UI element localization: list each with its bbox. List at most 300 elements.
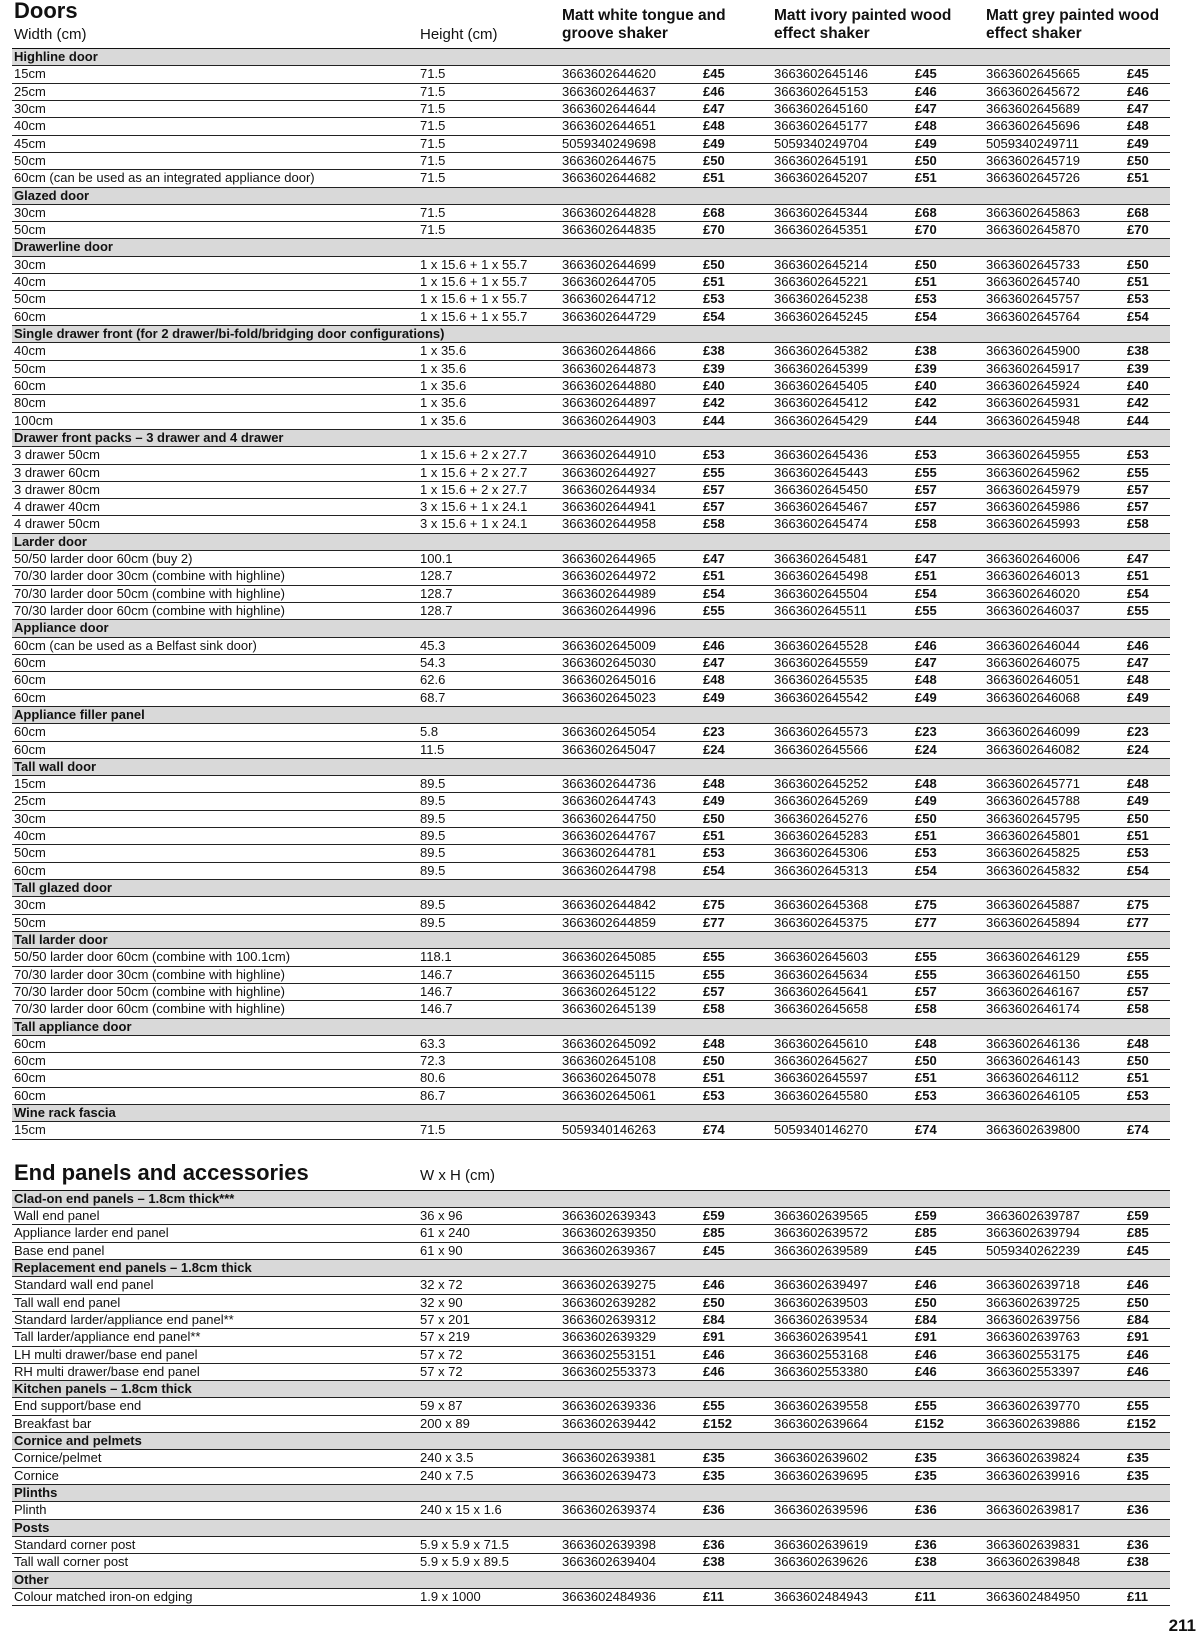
table-row	[12, 1053, 1170, 1070]
section-heading	[12, 430, 1170, 447]
item-name: 50cm	[14, 845, 46, 861]
price-white: £40	[703, 377, 725, 393]
table-row	[12, 222, 1170, 239]
item-size: 89.5	[420, 897, 446, 913]
price-white: £55	[703, 966, 725, 982]
code-ivory: 3663602639541	[774, 1329, 868, 1345]
price-white: £68	[703, 204, 725, 220]
price-grey: £23	[1127, 724, 1149, 740]
item-name: 60cm (can be used as a Belfast sink door)	[14, 637, 257, 653]
item-size: 5.8	[420, 724, 439, 740]
price-grey: £35	[1127, 1450, 1149, 1466]
price-ivory: £57	[915, 481, 937, 497]
code-ivory: 3663602645252	[774, 776, 868, 792]
item-name: 70/30 larder door 60cm (combine with highline)	[14, 603, 285, 618]
code-ivory: 3663602645368	[774, 897, 868, 913]
item-name: Tall wall corner post	[14, 1554, 129, 1570]
section-title: Kitchen panels – 1.8cm thick	[14, 1381, 192, 1397]
code-grey: 3663602646129	[986, 949, 1080, 965]
price-ivory: £50	[915, 1294, 937, 1310]
price-ivory: £50	[915, 256, 937, 272]
width-column-label: Width (cm)	[14, 26, 87, 43]
price-grey: £36	[1127, 1536, 1149, 1552]
item-size: 89.5	[420, 828, 446, 844]
section-heading	[12, 707, 1170, 724]
price-grey: £55	[1127, 464, 1149, 480]
code-ivory: 3663602553380	[774, 1363, 868, 1379]
item-size: 1 x 15.6 + 1 x 55.7	[420, 308, 528, 324]
item-size: 128.7	[420, 568, 453, 584]
price-grey: £75	[1127, 897, 1149, 913]
section-heading	[12, 1019, 1170, 1036]
code-ivory: 3663602639602	[774, 1450, 868, 1466]
code-ivory: 3663602639534	[774, 1311, 868, 1327]
item-name: 60cm	[14, 654, 46, 670]
table-row	[12, 655, 1170, 672]
item-size: 128.7	[420, 603, 453, 618]
item-name: 25cm	[14, 83, 46, 99]
table-row	[12, 672, 1170, 689]
item-size: 240 x 7.5	[420, 1467, 474, 1483]
code-grey: 3663602646143	[986, 1053, 1080, 1069]
item-name: 50cm	[14, 291, 46, 307]
code-ivory: 3663602639589	[774, 1242, 868, 1258]
code-white: 3663602644996	[562, 603, 656, 618]
price-white: £91	[703, 1329, 725, 1345]
item-name: 80cm	[14, 395, 46, 411]
item-name: Cornice/pelmet	[14, 1450, 102, 1466]
section-title: Appliance door	[14, 620, 109, 636]
code-ivory: 3663602639497	[774, 1277, 868, 1293]
price-white: £84	[703, 1311, 725, 1327]
price-grey: £68	[1127, 204, 1149, 220]
price-grey: £53	[1127, 845, 1149, 861]
code-white: 3663602644941	[562, 499, 656, 515]
price-grey: £39	[1127, 360, 1149, 376]
item-name: Standard corner post	[14, 1536, 136, 1552]
price-white: £39	[703, 360, 725, 376]
table-row	[12, 1329, 1170, 1346]
code-ivory: 3663602639695	[774, 1467, 868, 1483]
code-ivory: 3663602645528	[774, 637, 868, 653]
end-panels-title: End panels and accessories	[14, 1159, 309, 1185]
doors-title: Doors	[14, 0, 78, 23]
section-heading	[12, 880, 1170, 897]
code-white: 3663602644903	[562, 412, 656, 428]
price-ivory: £57	[915, 983, 937, 999]
code-grey: 3663602645825	[986, 845, 1080, 861]
price-ivory: £55	[915, 464, 937, 480]
section-title: Cornice and pelmets	[14, 1433, 142, 1449]
code-ivory: 3663602645351	[774, 222, 868, 238]
column-header-grey: Matt grey painted wood effect shaker	[986, 7, 1160, 42]
item-name: 60cm	[14, 672, 46, 688]
item-size: 89.5	[420, 845, 446, 861]
price-white: £38	[703, 1554, 725, 1570]
price-ivory: £68	[915, 204, 937, 220]
price-white: £48	[703, 1035, 725, 1051]
price-white: £46	[703, 1346, 725, 1362]
item-name: Colour matched iron-on edging	[14, 1588, 193, 1604]
price-white: £46	[703, 1277, 725, 1293]
price-grey: £74	[1127, 1122, 1149, 1138]
code-white: 3663602644743	[562, 793, 656, 809]
section-title: Posts	[14, 1519, 50, 1535]
section-heading	[12, 1381, 1170, 1398]
code-white: 3663602639275	[562, 1277, 656, 1293]
price-white: £70	[703, 222, 725, 238]
section-heading	[12, 1485, 1170, 1502]
code-grey: 5059340249711	[986, 135, 1080, 151]
item-name: 40cm	[14, 118, 46, 134]
price-white: £57	[703, 499, 725, 515]
code-white: 3663602639282	[562, 1294, 656, 1310]
price-ivory: £47	[915, 654, 937, 670]
item-size: 89.5	[420, 914, 446, 930]
price-grey: £46	[1127, 1277, 1149, 1293]
item-name: 30cm	[14, 897, 46, 913]
code-ivory: 3663602639503	[774, 1294, 868, 1310]
table-row	[12, 482, 1170, 499]
item-size: 71.5	[420, 83, 446, 99]
price-white: £48	[703, 672, 725, 688]
code-ivory: 3663602645382	[774, 343, 868, 359]
price-white: £49	[703, 793, 725, 809]
table-row	[12, 603, 1170, 620]
price-white: £47	[703, 100, 725, 116]
code-white: 3663602639312	[562, 1311, 656, 1327]
price-ivory: £47	[915, 551, 937, 567]
price-white: £35	[703, 1467, 725, 1483]
table-row	[12, 967, 1170, 984]
section-title: Highline door	[14, 49, 98, 64]
price-ivory: £50	[915, 152, 937, 168]
code-ivory: 3663602645399	[774, 360, 868, 376]
price-white: £74	[703, 1122, 725, 1138]
price-grey: £55	[1127, 1398, 1149, 1414]
price-ivory: £53	[915, 447, 937, 463]
code-white: 3663602645009	[562, 637, 656, 653]
price-ivory: £51	[915, 828, 937, 844]
price-white: £57	[703, 983, 725, 999]
code-grey: 3663602646099	[986, 724, 1080, 740]
item-name: 60cm	[14, 1035, 46, 1051]
section-heading	[12, 239, 1170, 256]
item-size: 100.1	[420, 551, 453, 567]
code-ivory: 3663602639596	[774, 1502, 868, 1518]
end-panels-table	[12, 1191, 1170, 1607]
item-name: 60cm	[14, 862, 46, 878]
price-white: £55	[703, 949, 725, 965]
code-grey: 3663602639787	[986, 1208, 1080, 1223]
price-ivory: £38	[915, 1554, 937, 1570]
item-name: 100cm	[14, 412, 54, 428]
table-row	[12, 638, 1170, 655]
table-row	[12, 84, 1170, 101]
table-row	[12, 395, 1170, 412]
code-grey: 3663602645979	[986, 481, 1080, 497]
item-name: Standard larder/appliance end panel**	[14, 1311, 234, 1327]
item-size: 61 x 90	[420, 1242, 463, 1258]
code-ivory: 3663602553168	[774, 1346, 868, 1362]
table-row	[12, 1277, 1170, 1294]
item-name: 70/30 larder door 60cm (combine with highline)	[14, 1001, 285, 1017]
item-name: 50cm	[14, 360, 46, 376]
table-row	[12, 1468, 1170, 1485]
code-grey: 3663602645900	[986, 343, 1080, 359]
code-white: 3663602644842	[562, 897, 656, 913]
item-name: RH multi drawer/base end panel	[14, 1363, 200, 1379]
item-name: 4 drawer 50cm	[14, 516, 100, 532]
code-grey: 3663602645665	[986, 66, 1080, 82]
price-white: £58	[703, 1001, 725, 1017]
price-ivory: £35	[915, 1467, 937, 1483]
price-grey: £55	[1127, 603, 1149, 618]
item-size: 71.5	[420, 118, 446, 134]
doors-table	[12, 49, 1170, 1140]
code-grey: 3663602646174	[986, 1001, 1080, 1017]
price-grey: £48	[1127, 672, 1149, 688]
section-heading	[12, 1191, 1170, 1208]
price-ivory: £58	[915, 516, 937, 532]
section-title: Larder door	[14, 533, 87, 549]
code-white: 3663602644873	[562, 360, 656, 376]
code-white: 3663602644699	[562, 256, 656, 272]
code-grey: 3663602645870	[986, 222, 1080, 238]
item-size: 118.1	[420, 949, 452, 965]
code-grey: 3663602646105	[986, 1087, 1080, 1103]
item-size: 89.5	[420, 810, 446, 826]
price-grey: £50	[1127, 1053, 1149, 1069]
code-white: 3663602644729	[562, 308, 656, 324]
price-ivory: £36	[915, 1502, 937, 1518]
code-grey: 3663602645672	[986, 83, 1080, 99]
item-size: 240 x 15 x 1.6	[420, 1502, 502, 1518]
item-name: 40cm	[14, 828, 46, 844]
code-white: 3663602645030	[562, 654, 656, 670]
code-white: 3663602644934	[562, 481, 656, 497]
code-ivory: 3663602645276	[774, 810, 868, 826]
section-title: Tall larder door	[14, 931, 108, 947]
code-grey: 3663602645801	[986, 828, 1080, 844]
code-white: 3663602644910	[562, 447, 656, 463]
column-header-ivory: Matt ivory painted wood effect shaker	[774, 7, 952, 42]
item-name: 50/50 larder door 60cm (buy 2)	[14, 551, 193, 567]
item-size: 128.7	[420, 585, 453, 601]
code-ivory: 3663602645375	[774, 914, 868, 930]
item-size: 11.5	[420, 741, 445, 757]
code-white: 3663602645092	[562, 1035, 656, 1051]
code-white: 3663602645054	[562, 724, 656, 740]
code-white: 3663602553151	[562, 1346, 656, 1362]
code-ivory: 3663602645153	[774, 83, 868, 99]
item-size: 146.7	[420, 1001, 453, 1017]
price-grey: £84	[1127, 1311, 1149, 1327]
code-ivory: 3663602645535	[774, 672, 868, 688]
code-ivory: 3663602639565	[774, 1208, 868, 1223]
code-white: 3663602644989	[562, 585, 656, 601]
price-ivory: £50	[915, 810, 937, 826]
item-name: 60cm	[14, 308, 46, 324]
price-ivory: £49	[915, 135, 937, 151]
code-grey: 3663602645757	[986, 291, 1080, 307]
price-grey: £24	[1127, 741, 1149, 757]
table-row	[12, 153, 1170, 170]
page-number: 211	[1168, 1616, 1196, 1635]
price-white: £59	[703, 1208, 725, 1223]
code-grey: 3663602646150	[986, 966, 1080, 982]
code-white: 3663602644637	[562, 83, 656, 99]
item-size: 45.3	[420, 637, 446, 653]
table-row	[12, 1243, 1170, 1260]
price-grey: £50	[1127, 152, 1149, 168]
table-row	[12, 1347, 1170, 1364]
code-grey: 3663602645962	[986, 464, 1080, 480]
price-white: £51	[703, 568, 725, 584]
code-white: 3663602644682	[562, 170, 656, 186]
item-name: 15cm	[14, 1122, 46, 1138]
code-white: 3663602645047	[562, 741, 656, 757]
price-grey: £57	[1127, 983, 1149, 999]
code-grey: 3663602645917	[986, 360, 1080, 376]
code-grey: 3663602646006	[986, 551, 1080, 567]
code-grey: 3663602645887	[986, 897, 1080, 913]
item-size: 1 x 15.6 + 1 x 55.7	[420, 274, 528, 290]
price-white: £51	[703, 828, 725, 844]
price-white: £11	[703, 1588, 724, 1604]
price-white: £58	[703, 516, 725, 532]
item-name: 70/30 larder door 30cm (combine with highline)	[14, 568, 285, 584]
item-size: 1 x 15.6 + 1 x 55.7	[420, 291, 528, 307]
item-size: 71.5	[420, 66, 446, 82]
table-row	[12, 205, 1170, 222]
table-row	[12, 984, 1170, 1001]
code-ivory: 3663602645580	[774, 1087, 868, 1103]
code-grey: 3663602645696	[986, 118, 1080, 134]
code-grey: 3663602645733	[986, 256, 1080, 272]
price-grey: £36	[1127, 1502, 1149, 1518]
column-header-white: Matt white tongue and groove shaker	[562, 7, 726, 42]
item-size: 1 x 15.6 + 2 x 27.7	[420, 447, 528, 463]
code-white: 3663602645108	[562, 1053, 656, 1069]
code-white: 3663602639381	[562, 1450, 656, 1466]
price-ivory: £55	[915, 1398, 937, 1414]
code-grey: 3663602639756	[986, 1311, 1080, 1327]
item-size: 57 x 72	[420, 1363, 463, 1379]
table-row	[12, 1001, 1170, 1018]
price-ivory: £44	[915, 412, 937, 428]
code-ivory: 3663602645474	[774, 516, 868, 532]
price-white: £49	[703, 689, 725, 705]
item-name: End support/base end	[14, 1398, 142, 1414]
code-ivory: 3663602484943	[774, 1588, 868, 1604]
price-ivory: £51	[915, 170, 937, 186]
section-title: Glazed door	[14, 187, 90, 203]
price-grey: £50	[1127, 256, 1149, 272]
price-grey: £40	[1127, 377, 1149, 393]
code-ivory: 3663602645542	[774, 689, 868, 705]
item-size: 1 x 35.6	[420, 343, 467, 359]
item-name: 30cm	[14, 204, 46, 220]
item-size: 72.3	[420, 1053, 446, 1069]
price-ivory: £55	[915, 603, 937, 618]
section-heading	[12, 49, 1170, 66]
section-heading	[12, 326, 1170, 343]
code-white: 3663602645016	[562, 672, 656, 688]
item-name: 45cm	[14, 135, 46, 151]
doors-header	[12, 0, 1170, 49]
item-name: 60cm	[14, 689, 46, 705]
table-row	[12, 897, 1170, 914]
item-size: 1 x 35.6	[420, 412, 467, 428]
price-ivory: £53	[915, 291, 937, 307]
code-white: 3663602644712	[562, 291, 656, 307]
section-heading	[12, 534, 1170, 551]
price-ivory: £46	[915, 1346, 937, 1362]
table-row	[12, 516, 1170, 533]
code-grey: 3663602645726	[986, 170, 1080, 186]
price-grey: £44	[1127, 412, 1149, 428]
price-ivory: £91	[915, 1329, 937, 1345]
code-ivory: 3663602645450	[774, 481, 868, 497]
table-row	[12, 1088, 1170, 1105]
price-ivory: £48	[915, 118, 937, 134]
table-row	[12, 257, 1170, 274]
code-white: 3663602639473	[562, 1467, 656, 1483]
item-name: Base end panel	[14, 1242, 105, 1258]
code-ivory: 3663602645443	[774, 464, 868, 480]
section-title: Single drawer front (for 2 drawer/bi-fold/bridging door configurations)	[14, 326, 445, 341]
price-grey: £70	[1127, 222, 1149, 238]
code-grey: 3663602645993	[986, 516, 1080, 532]
price-white: £53	[703, 291, 725, 307]
item-size: 1 x 35.6	[420, 395, 467, 411]
code-ivory: 3663602645610	[774, 1035, 868, 1051]
price-ivory: £36	[915, 1536, 937, 1552]
item-size: 68.7	[420, 689, 446, 705]
section-title: Drawer front packs – 3 drawer and 4 drawer	[14, 429, 284, 445]
price-white: £50	[703, 256, 725, 272]
code-grey: 3663602646075	[986, 654, 1080, 670]
code-white: 3663602644897	[562, 395, 656, 411]
price-white: £50	[703, 152, 725, 168]
price-white: £54	[703, 585, 725, 601]
table-row	[12, 915, 1170, 932]
code-ivory: 3663602645177	[774, 118, 868, 134]
code-white: 3663602639374	[562, 1502, 656, 1518]
price-grey: £11	[1127, 1588, 1148, 1604]
code-white: 3663602645122	[562, 983, 656, 999]
code-ivory: 3663602645436	[774, 447, 868, 463]
price-white: £55	[703, 464, 725, 480]
code-grey: 3663602646020	[986, 585, 1080, 601]
price-white: £51	[703, 1070, 725, 1086]
code-ivory: 3663602645146	[774, 66, 868, 82]
item-size: 200 x 89	[420, 1415, 470, 1431]
code-white: 3663602639329	[562, 1329, 656, 1345]
price-white: £50	[703, 1053, 725, 1069]
item-size: 3 x 15.6 + 1 x 24.1	[420, 499, 528, 515]
code-ivory: 3663602645214	[774, 256, 868, 272]
code-white: 3663602644927	[562, 464, 656, 480]
price-grey: £42	[1127, 395, 1149, 411]
code-grey: 3663602639886	[986, 1415, 1080, 1431]
section-title: Replacement end panels – 1.8cm thick	[14, 1259, 252, 1275]
item-size: 71.5	[420, 1122, 446, 1138]
price-white: £47	[703, 551, 725, 567]
item-name: 50cm	[14, 222, 46, 238]
price-white: £85	[703, 1225, 725, 1241]
